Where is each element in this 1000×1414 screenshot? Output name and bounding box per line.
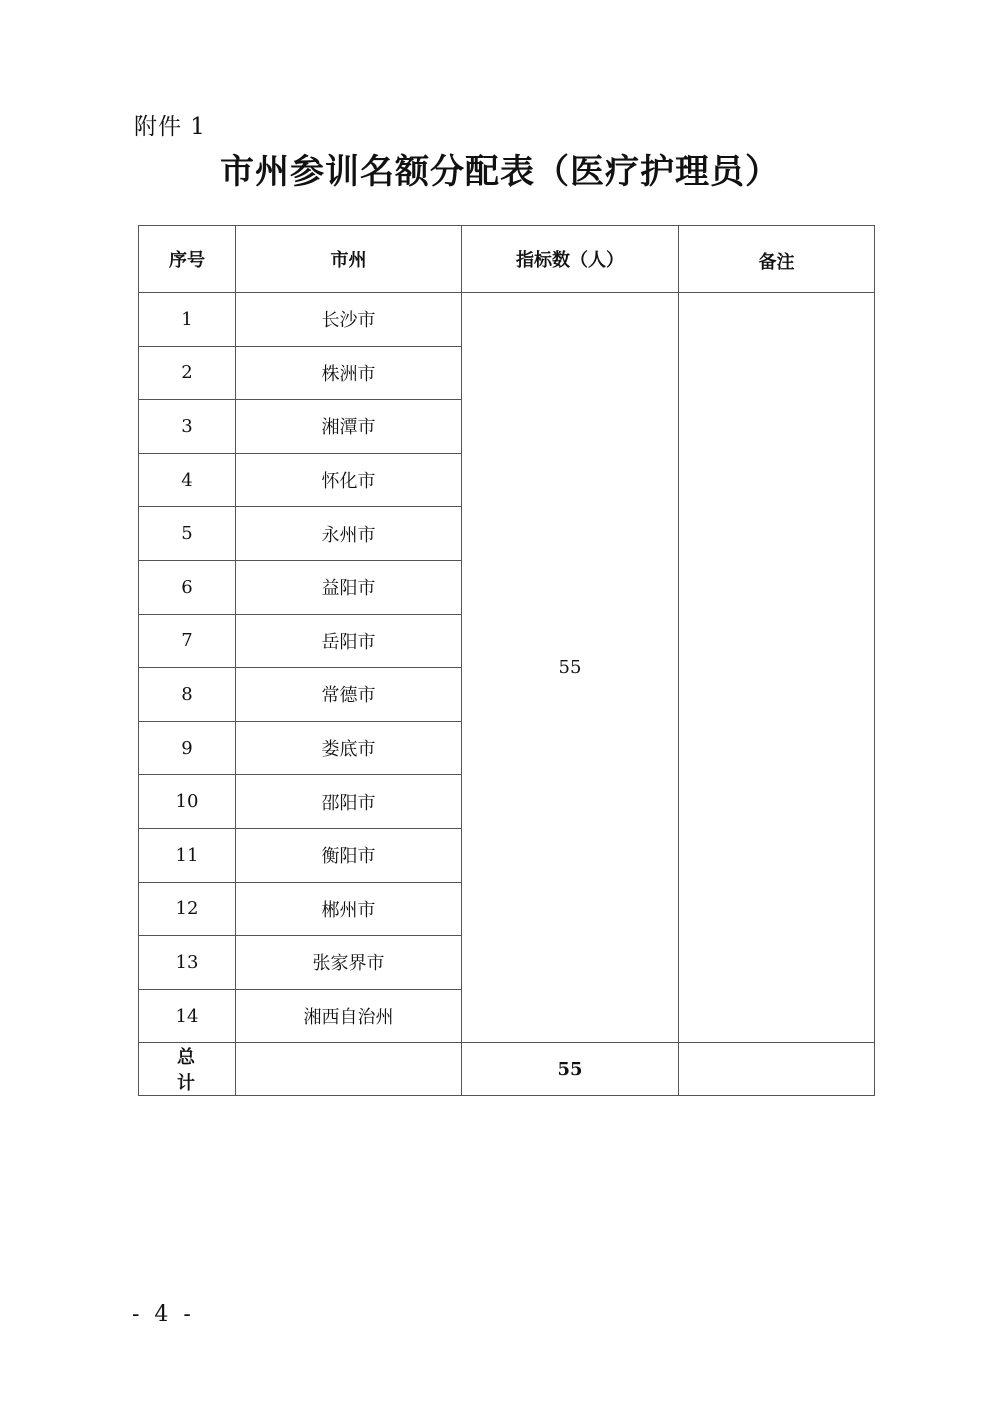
header-city: 市州 — [236, 226, 462, 293]
total-remark — [679, 1043, 875, 1096]
row-index: 1 — [139, 293, 236, 347]
row-index: 6 — [139, 560, 236, 614]
total-row — [139, 1043, 875, 1096]
row-city: 株洲市 — [236, 346, 462, 400]
total-quota: 55 — [462, 1043, 679, 1096]
row-city: 湘西自治州 — [236, 989, 462, 1043]
row-index: 7 — [139, 614, 236, 668]
row-city: 邵阳市 — [236, 775, 462, 829]
row-index: 11 — [139, 828, 236, 882]
row-index: 13 — [139, 936, 236, 990]
row-index: 5 — [139, 507, 236, 561]
row-city: 娄底市 — [236, 721, 462, 775]
row-city: 郴州市 — [236, 882, 462, 936]
header-remark: 备注 — [679, 226, 875, 293]
row-index: 4 — [139, 453, 236, 507]
attachment-label: 附件 1 — [134, 114, 206, 140]
row-city: 岳阳市 — [236, 614, 462, 668]
row-city: 永州市 — [236, 507, 462, 561]
row-city: 怀化市 — [236, 453, 462, 507]
row-city: 长沙市 — [236, 293, 462, 347]
row-index: 10 — [139, 775, 236, 829]
row-index: 12 — [139, 882, 236, 936]
row-city: 张家界市 — [236, 936, 462, 990]
row-city: 衡阳市 — [236, 828, 462, 882]
header-quota: 指标数（人） — [462, 226, 679, 293]
row-city: 湘潭市 — [236, 400, 462, 454]
quota-table — [138, 225, 875, 1096]
table-row — [139, 293, 875, 347]
row-index: 2 — [139, 346, 236, 400]
page-number: - 4 - — [132, 1302, 195, 1327]
row-index: 14 — [139, 989, 236, 1043]
merged-quota-cell: 55 — [462, 293, 679, 1043]
table-body — [139, 293, 875, 1043]
row-city: 益阳市 — [236, 560, 462, 614]
header-index: 序号 — [139, 226, 236, 293]
merged-remark-cell — [679, 293, 875, 1043]
total-city — [236, 1043, 462, 1096]
table-header-row — [139, 226, 875, 293]
row-city: 常德市 — [236, 668, 462, 722]
row-index: 9 — [139, 721, 236, 775]
total-label: 总 计 — [139, 1043, 236, 1096]
document-title: 市州参训名额分配表（医疗护理员） — [220, 152, 780, 192]
row-index: 3 — [139, 400, 236, 454]
row-index: 8 — [139, 668, 236, 722]
